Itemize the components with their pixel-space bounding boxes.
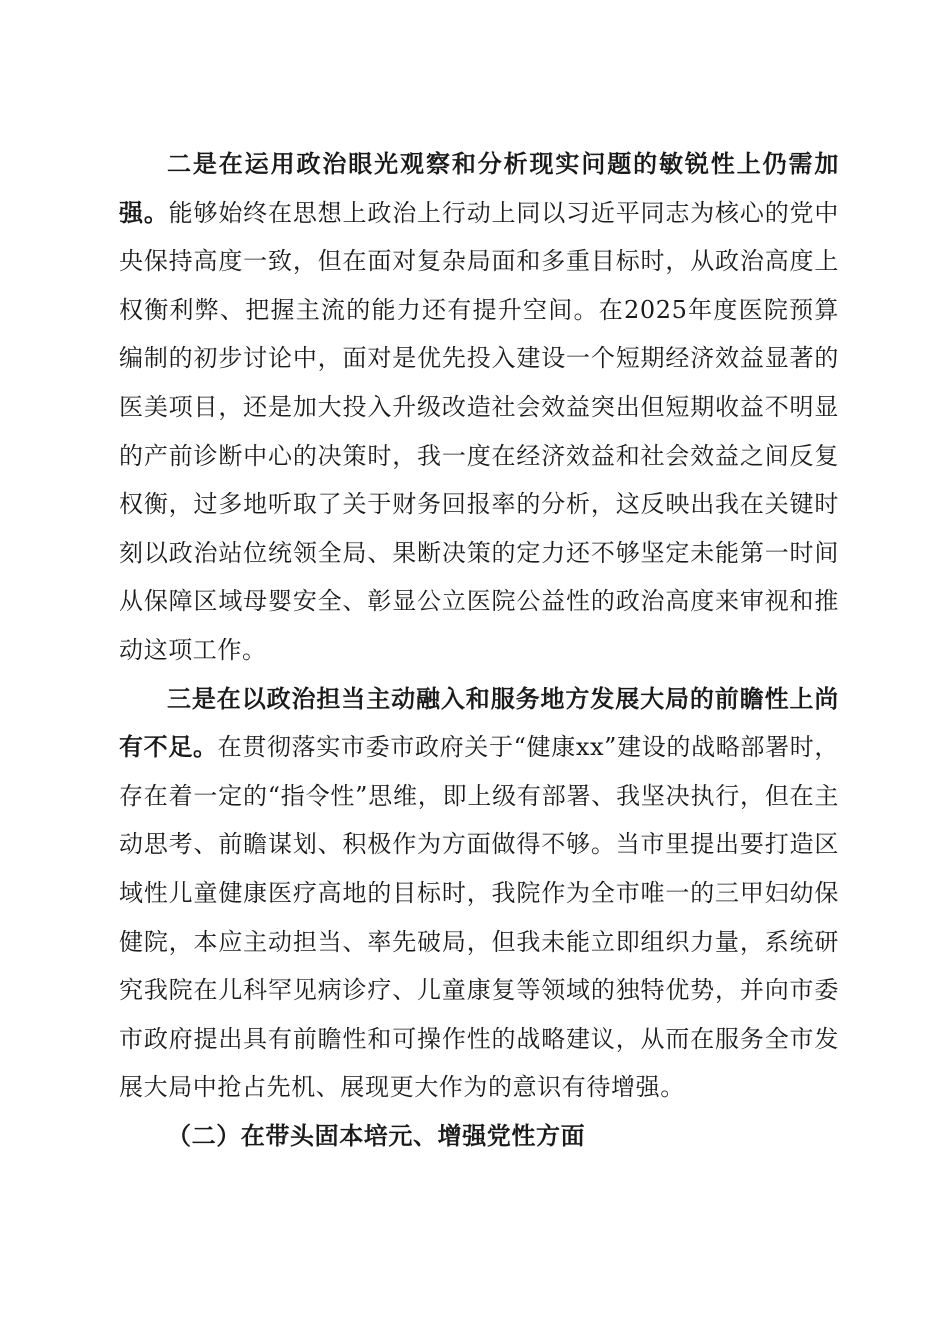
paragraph-lead: 二是在运用政治眼光观察和分析现实问题的敏锐性上仍需加强。 — [119, 149, 839, 227]
document-body — [119, 140, 839, 1160]
paragraph-lead: 三是在以政治担当主动融入和服务地方发展大局的前瞻性上尚有不足。 — [119, 683, 839, 762]
section-heading: （二）在带头固本培元、增强党性方面 — [167, 1120, 586, 1150]
paragraph-body: 在贯彻落实市委市政府关于“健康xx”建设的战略部署时，存在着一定的“指令性”思维，即上级有部署、我坚决执行，但在主动思考、前瞻谋划、积极作为方面做得不够。当市里提出要打造区域性儿童健康医疗高地的目标时，我院作为全市唯一的三甲妇幼保健院，本应主动担当、率先破局，但我未能立即组织力量，系统研究我院在儿科罕见病诊疗、儿童康复等领域的独特优势，并向市委市政府提出具有前瞻性和可操作性的战略建议，从而在服务全市发展大局中抢占先机、展现更大作为的意识有待增强。 — [119, 733, 839, 1102]
paragraph-body: 能够始终在思想上政治上行动上同以习近平同志为核心的党中央保持高度一致，但在面对复杂局面和多重目标时，从政治高度上权衡利弊、把握主流的能力还有提升空间。在2025年度医院预算编制的初步讨论中，面对是优先投入建设一个短期经济效益显著的医美项目，还是加大投入升级改造社会效益突出但短期收益不明显的产前诊断中心的决策时，我一度在经济效益和社会效益之间反复权衡，过多地听取了关于财务回报率的分析，这反映出我在关键时刻以政治站位统领全局、果断决策的定力还不够坚定未能第一时间从保障区域母婴安全、彰显公立医院公益性的政治高度来审视和推动这项工作。 — [119, 198, 839, 664]
paragraph-forward-looking — [119, 675, 839, 1112]
paragraph-political-sensitivity — [119, 140, 839, 675]
